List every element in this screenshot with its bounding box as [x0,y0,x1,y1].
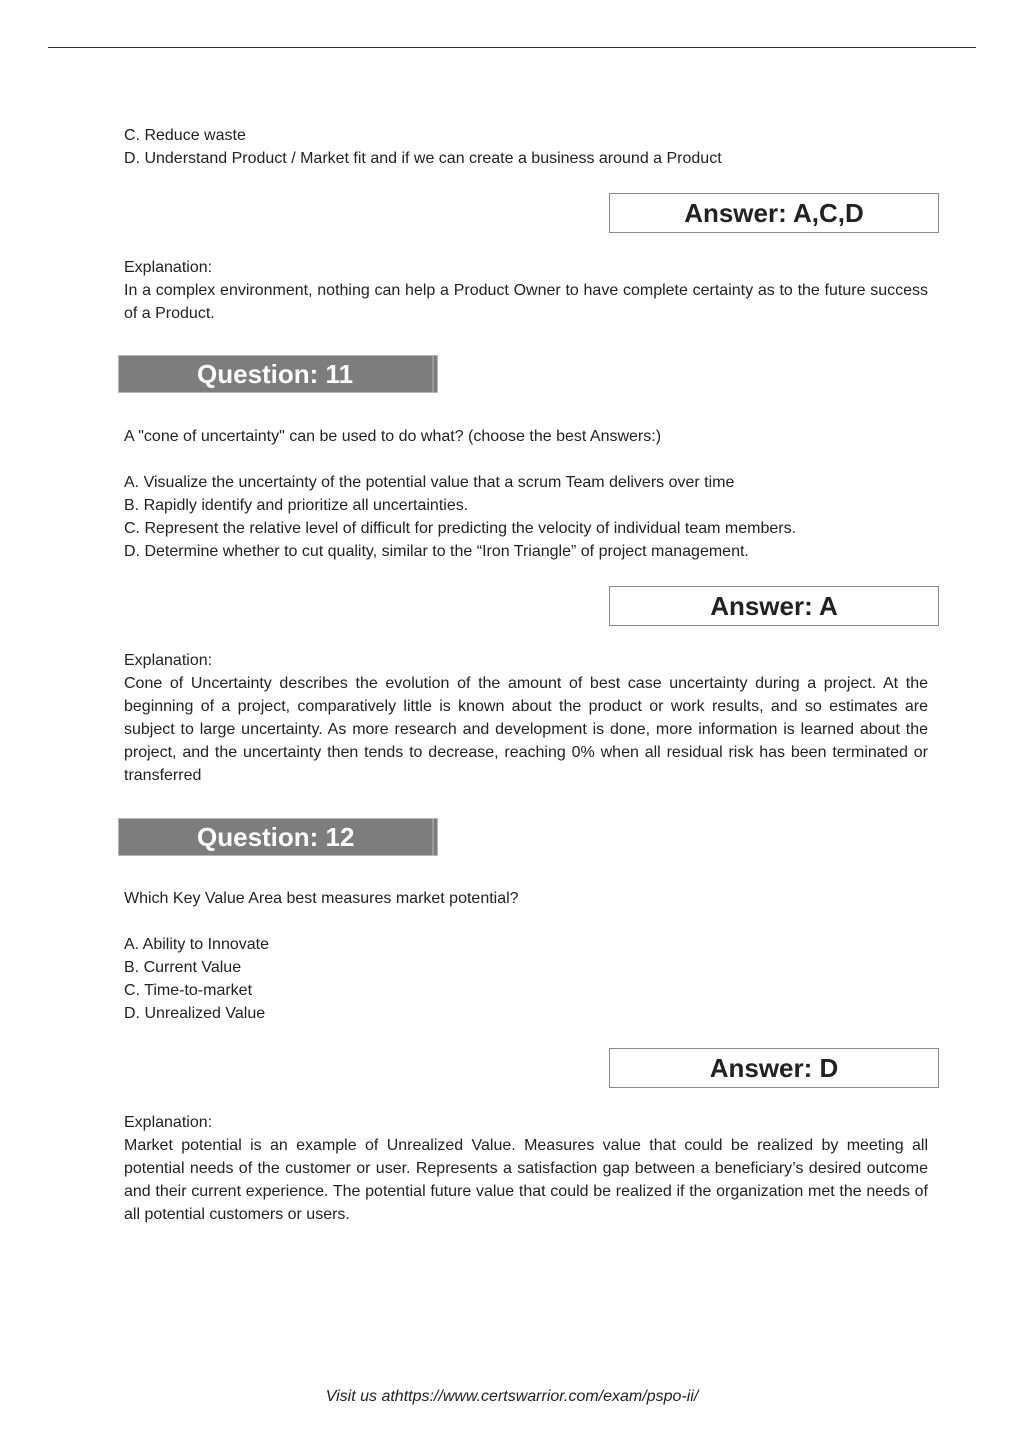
header-edge [432,819,434,855]
question-12-options [124,933,928,1025]
option-d: D. Understand Product / Market fit and if we can create a business around a Product [124,150,722,167]
explanation-label: Explanation: [124,652,213,669]
question-12-prompt: Which Key Value Area best measures market potential? [124,890,519,907]
question-12-title: Question: 12 [197,822,355,852]
option-d: D. Unrealized Value [124,1005,266,1022]
question-11-title: Question: 11 [197,359,354,389]
explanation-label: Explanation: [124,259,213,276]
question-11-options [124,471,928,563]
option-b: B. Current Value [124,959,242,976]
question-11-explanation [124,649,928,787]
option-d: D. Determine whether to cut quality, similar to the “Iron Triangle” of project management. [124,543,749,560]
question-11-header [118,355,438,393]
explanation-section [124,256,928,325]
question-12-answer: Answer: D [609,1048,939,1088]
explanation-text: Cone of Uncertainty describes the evolution of the amount of best case uncertainty during a project. At the beginning of a project, comparatively little is known about the product or work results, and so estimates are subject to large uncertainty. As more research and development is done, more information is learned about the project, and the uncertainty then tends to decrease, reaching 0% when all residual risk has been terminated or transferred [124,675,928,784]
option-c: C. Reduce waste [124,127,246,144]
footer-visit-link[interactable]: Visit us athttps://www.certswarrior.com/exam/pspo-ii/ [325,1388,699,1405]
option-a: A. Visualize the uncertainty of the potential value that a scrum Team delivers over time [124,474,735,491]
option-b: B. Rapidly identify and prioritize all uncertainties. [124,497,469,514]
answer-box: Answer: A,C,D [609,193,939,233]
question-12-header [118,818,438,856]
option-a: A. Ability to Innovate [124,936,269,953]
option-c: C. Time-to-market [124,982,253,999]
question-12-explanation [124,1111,928,1226]
explanation-label: Explanation: [124,1114,213,1131]
question-11-prompt: A "cone of uncertainty" can be used to do what? (choose the best Answers:) [124,428,662,445]
option-c: C. Represent the relative level of difficult for predicting the velocity of individual team members. [124,520,797,537]
question-11-answer: Answer: A [609,586,939,626]
explanation-text: Market potential is an example of Unrealized Value. Measures value that could be realized by meeting all potential needs of the customer or user. Represents a satisfaction gap between a beneficiary’s desired outcome and their current experience. The potential future value that could be realized if the organization met the needs of all potential customers or users. [124,1137,928,1223]
explanation-text: In a complex environment, nothing can help a Product Owner to have complete certainty as to the future success of a Product. [124,282,928,322]
header-divider [48,47,976,48]
header-edge [432,356,434,392]
continued-options [124,124,928,170]
